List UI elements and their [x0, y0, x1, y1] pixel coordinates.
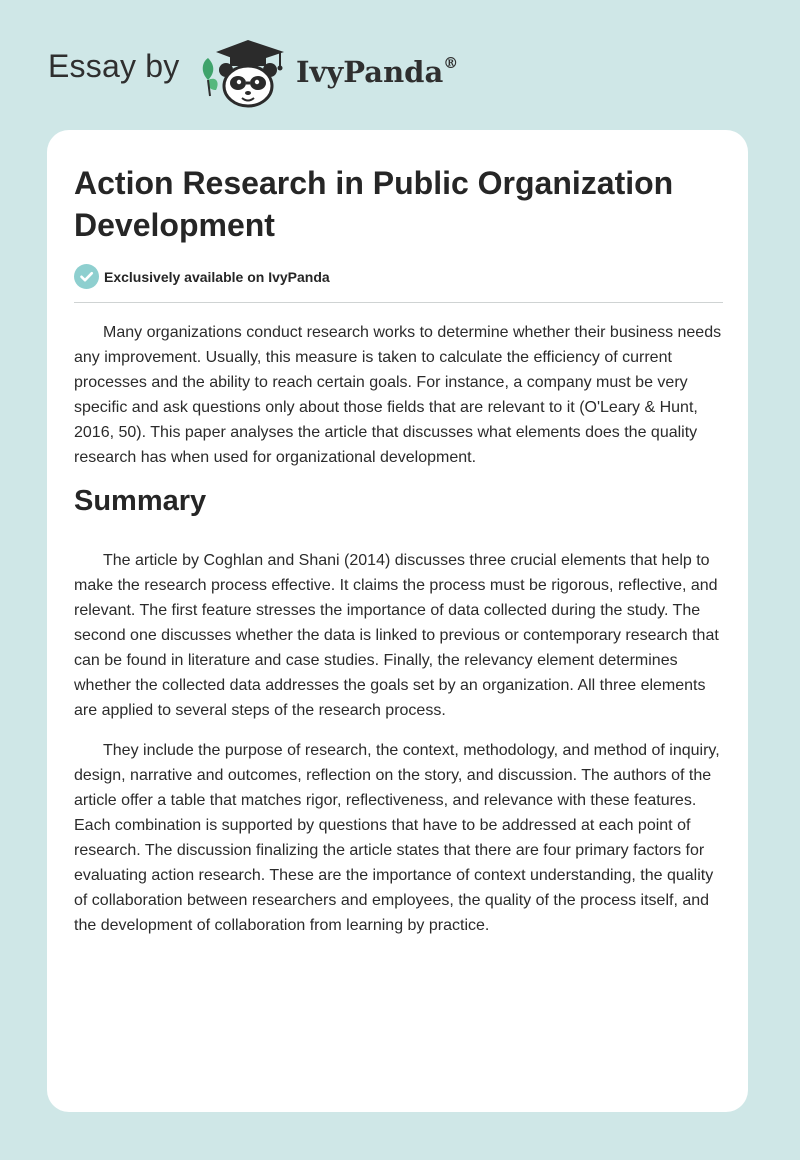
essay-card: [47, 130, 748, 1112]
summary-paragraph-2: They include the purpose of research, the context, methodology, and method of inquiry, design, narrative and outcomes, reflection on the story, and discussion. The authors of the article offer a table that matches rigor, reflectiveness, and relevance with these features. Each combination is supported by questions that have to be addressed at each point of research. The discussion finalizing the article states that there are four primary factors for evaluating action research. These are the importance of context understanding, the quality of collaboration between researchers and employees, the quality of the process itself, and the development of collaboration from learning by practice.: [74, 742, 720, 934]
intro-paragraph: Many organizations conduct research works to determine whether their business needs any improvement. Usually, this measure is taken to calculate the efficiency of current processes and the ability to reach certain goals. For instance, a company must be very specific and ask questions only about those fields that are relevant to it (O'Leary & Hunt, 2016, 50). This paper analyses the article that discusses what elements does the quality research has when used for organizational development.: [74, 324, 722, 466]
section-heading-summary: Summary: [74, 485, 207, 517]
check-circle-icon: [74, 264, 99, 289]
exclusive-badge-label: Exclusively available on IvyPanda: [104, 269, 330, 285]
site-header: [48, 36, 508, 106]
panda-graduation-cap-icon[interactable]: [198, 36, 292, 108]
brand-name[interactable]: IvyPanda®: [296, 54, 459, 89]
page-title: Action Research in Public Organization Development: [74, 165, 674, 243]
divider: [74, 302, 723, 303]
registered-mark: ®: [443, 54, 459, 73]
essay-by-label: Essay by: [48, 48, 180, 84]
summary-paragraph-1: The article by Coghlan and Shani (2014) discusses three crucial elements that help to make the research process effective. It claims the process must be rigorous, reflective, and relevant. The first feature stresses the importance of data collected during the study. The second one discusses whether the data is linked to previous or contemporary research that can be found in literature and case studies. Finally, the relevancy element determines whether the collected data addresses the goals set by an organization. All three elements are applied to several steps of the research process.: [74, 552, 719, 719]
